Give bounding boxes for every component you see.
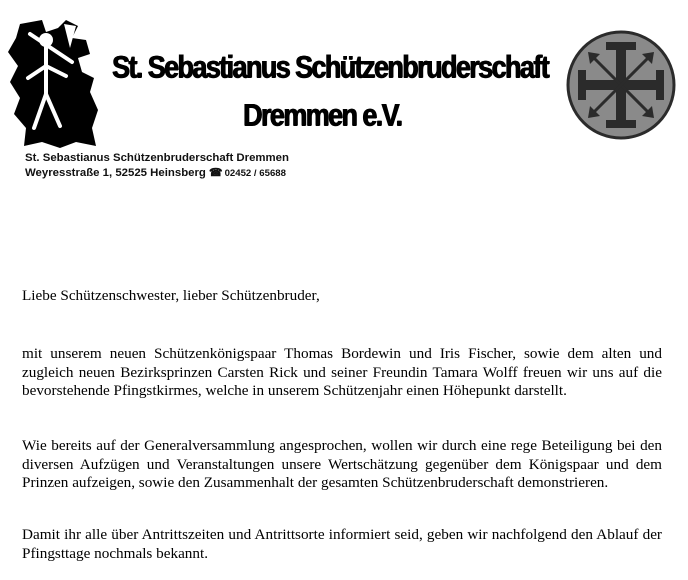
paragraph-2: Wie bereits auf der Generalversammlung angesprochen, wollen wir durch eine rege Beteiligung bei den diversen Aufzügen und Veranstaltungen unsere Wertschätzung gegenüber dem Königspaar und dem Prinzen aufzeigen, sowie den Zusammenhalt der gesamten Schützenbruderschaft demonstrieren.: [22, 437, 662, 492]
sender-name-line: St. Sebastianus Schützenbruderschaft Dremmen: [25, 152, 289, 164]
paragraph-1: mit unserem neuen Schützenkönigspaar Thomas Bordewin und Iris Fischer, sowie dem alten und zugleich neuen Bezirksprinzen Carsten Rick und seiner Freundin Tamara Wolff freuen wir uns auf die bevorstehende Pfingstkirmes, welche in unserem Schützenjahr einen Höhepunkt darstellt.: [22, 345, 662, 400]
logo-banner-shape: [8, 20, 98, 148]
title-line-1: St. Sebastianus Schützenbruderschaft: [112, 49, 549, 85]
salutation: Liebe Schützenschwester, lieber Schützenbruder,: [22, 287, 320, 304]
telephone-icon: ☎: [208, 167, 223, 179]
logo-figure-head: [39, 33, 53, 47]
sender-street: Weyresstraße 1, 52525 Heinsberg: [25, 167, 206, 179]
title-line-2: Dremmen e.V.: [243, 97, 402, 133]
sender-phone: 02452 / 65688: [224, 168, 286, 179]
paragraph-3: Damit ihr alle über Antrittszeiten und Antrittsorte informiert seid, geben wir nachfolgend den Ablauf der Pfingsttage nochmals bekannt.: [22, 526, 662, 562]
shooter-figure-logo: [6, 18, 104, 150]
cross-arrows-emblem: [566, 30, 676, 140]
sender-address-line: [25, 166, 286, 179]
